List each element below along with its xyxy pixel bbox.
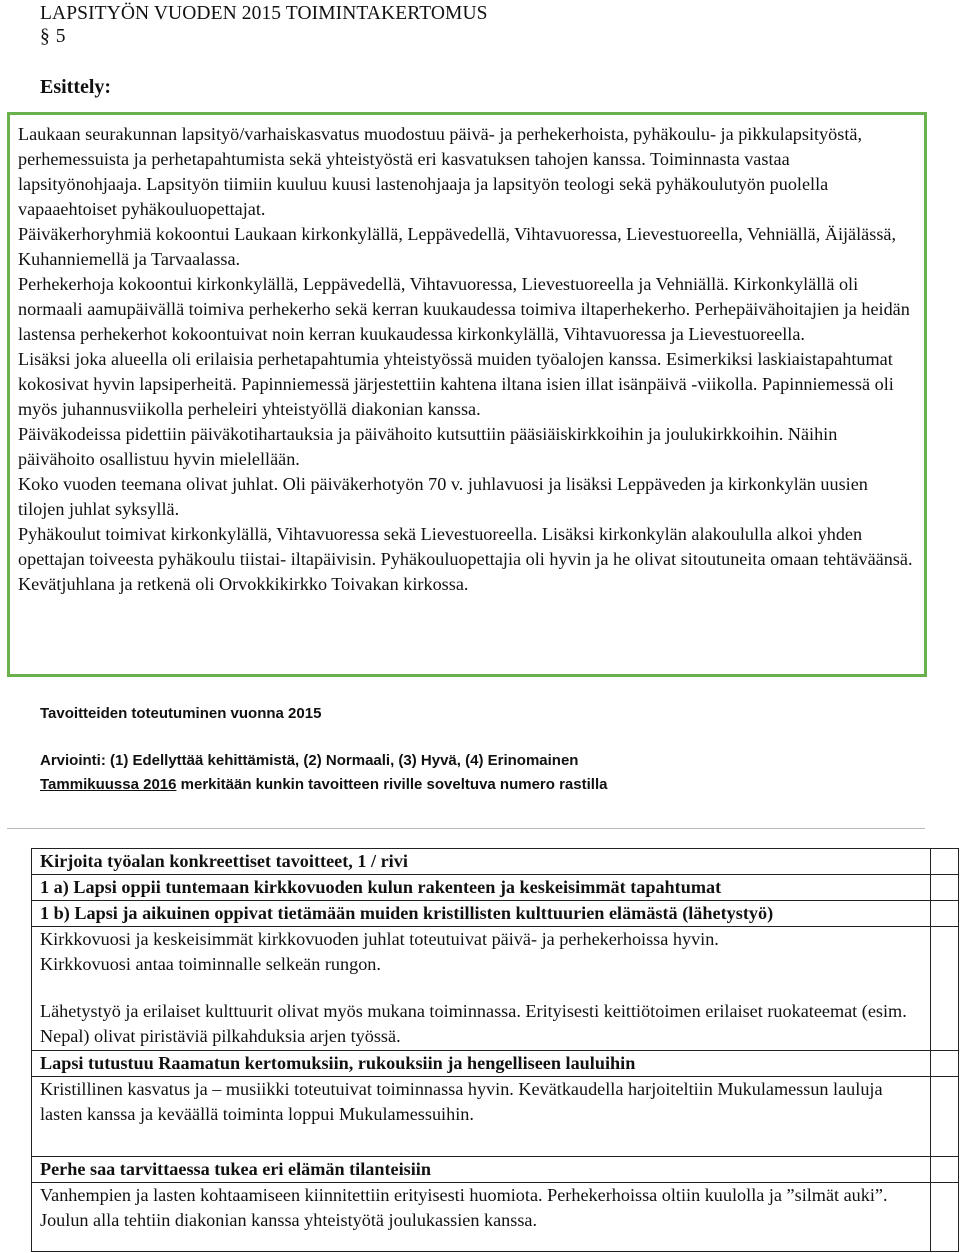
divider — [7, 828, 925, 829]
document-title: LAPSITYÖN VUODEN 2015 TOIMINTAKERTOMUS — [40, 3, 488, 24]
report-text: Vanhempien ja lasten kohtaamiseen kiinnitettiin erityisesti huomiota. Perhekerhoissa oltiin kuulolla ja ”silmät auki”. Joulun alla tehtiin diakonian kanssa yhteistyötä joulukassien kanssa. — [40, 1185, 888, 1230]
report-text: Kirkkovuosi ja keskeisimmät kirkkovuoden juhlat toteutuivat päivä- ja perhekerhoissa hyvin. — [40, 929, 719, 949]
intro-paragraph: Pyhäkoulut toimivat kirkonkylällä, Vihtavuoressa sekä Lievestuoreella. Lisäksi kirkonkylän alakoululla alkoi yhden opettajan toiveesta pyhäkoulu tiistai- iltapäivisin. Pyhäkouluopettajia oli hyvin ja he olivat sitoutuneita omaan tehtäväänsä. Kevätjuhlana ja retkenä oli Orvokkikirkko Toivakan kirkossa. — [18, 524, 913, 594]
table-row — [32, 849, 959, 875]
intro-heading: Esittely: — [40, 76, 112, 98]
report-text: Lähetystyö ja erilaiset kulttuurit olivat myös mukana toiminnassa. Erityisesti keittiötoimen erilaiset ruokateemat (esim. Nepal) olivat piristäviä pilkahduksia arjen työssä. — [40, 1001, 907, 1046]
table-row — [32, 1183, 959, 1252]
goal-1a: 1 a) Lapsi oppii tuntemaan kirkkovuoden kulun rakenteen ja keskeisimmät tapahtumat — [32, 875, 931, 901]
score-cell[interactable] — [931, 927, 959, 1051]
table-row — [32, 927, 959, 1051]
report-text: Kirkkovuosi antaa toiminnalle selkeän rungon. — [40, 954, 381, 974]
table-row — [32, 875, 959, 901]
score-cell[interactable] — [931, 901, 959, 927]
table-row — [32, 1077, 959, 1157]
rating-scale: Arviointi: (1) Edellyttää kehittämistä, (2) Normaali, (3) Hyvä, (4) Erinomainen — [40, 752, 579, 769]
intro-paragraph: Koko vuoden teemana olivat juhlat. Oli päiväkerhotyön 70 v. juhlavuosi ja lisäksi Leppäveden ja kirkonkylän uusien tilojen juhlat syksyllä. — [18, 474, 868, 519]
goal-3-report — [32, 1183, 931, 1252]
intro-paragraph: Perhekerhoja kokoontui kirkonkylällä, Leppävedellä, Vihtavuoressa, Lievestuoreella ja Vehniällä. Kirkonkylällä oli normaali aamupäivällä toimiva perhekerho sekä kerran kuukaudessa toimiva iltaperhekerho. Perhepäivähoitajien ja heidän lastensa perhekerhot kokoontuivat noin kerran kuukaudessa kirkonkylällä, Vihtavuoressa ja Lievestuoreella. — [18, 274, 910, 344]
goal-2-report — [32, 1077, 931, 1157]
score-cell[interactable] — [931, 1051, 959, 1077]
intro-paragraph: Päiväkerhoryhmiä kokoontui Laukaan kirkonkylällä, Leppävedellä, Vihtavuoressa, Lievestuoreella, Vehniällä, Äijälässä, Kuhanniemellä ja Tarvaalassa. — [18, 224, 897, 269]
intro-paragraph: Päiväkodeissa pidettiin päiväkotihartauksia ja päivähoito kutsuttiin pääsiäiskirkkoihin ja joulukirkkoihin. Näihin päivähoito osallistuu hyvin mielellään. — [18, 424, 838, 469]
table-row — [32, 1157, 959, 1183]
score-cell[interactable] — [931, 1077, 959, 1157]
rating-instruction — [40, 776, 607, 793]
score-cell[interactable] — [931, 1183, 959, 1252]
intro-text — [18, 122, 913, 597]
score-cell[interactable] — [931, 849, 959, 875]
goal-1b: 1 b) Lapsi ja aikuinen oppivat tietämään muiden kristillisten kulttuurien elämästä (lähetystyö) — [32, 901, 931, 927]
table-row — [32, 1051, 959, 1077]
intro-paragraph: Lisäksi joka alueella oli erilaisia perhetapahtumia yhteistyössä muiden työalojen kanssa. Esimerkiksi laskiaistapahtumat kokosivat hyvin lapsiperheitä. Papinniemessä järjestettiin kahtena iltana isien illat isänpäivä -viikolla. Papinniemessä oli myös juhannusviikolla perheleiri yhteistyöllä diakonian kanssa. — [18, 349, 894, 419]
intro-paragraph: Laukaan seurakunnan lapsityö/varhaiskasvatus muodostuu päivä- ja perhekerhoista, pyhäkoulu- ja pikkulapsityöstä, perhemessuista ja perhetapahtumista sekä yhteistyöstä eri kasvatuksen tahojen kanssa. Toiminnasta vastaa lapsityönohjaaja. Lapsityön tiimiin kuuluu kuusi lastenohjaaja ja lapsityön teologi sekä pyhäkoulutyön puolella vapaaehtoiset pyhäkouluopettajat. — [18, 124, 862, 219]
score-cell[interactable] — [931, 875, 959, 901]
goal-2: Lapsi tutustuu Raamatun kertomuksiin, rukouksiin ja hengelliseen lauluihin — [32, 1051, 931, 1077]
report-text: Kristillinen kasvatus ja – musiikki toteutuivat toiminnassa hyvin. Kevätkaudella harjoiteltiin Mukulamessun lauluja lasten kanssa ja keväällä toiminta loppui Mukulamessuihin. — [40, 1079, 883, 1124]
goal-1-report — [32, 927, 931, 1051]
goals-heading: Tavoitteiden toteutuminen vuonna 2015 — [40, 705, 322, 722]
goals-table — [31, 848, 959, 1252]
instruction-date: Tammikuussa 2016 — [40, 776, 177, 793]
score-cell[interactable] — [931, 1157, 959, 1183]
instruction-text: merkitään kunkin tavoitteen riville soveltuva numero rastilla — [176, 776, 608, 793]
table-header: Kirjoita työalan konkreettiset tavoitteet, 1 / rivi — [32, 849, 931, 875]
section-number-value: 5 — [55, 26, 66, 47]
section-sign: § — [40, 26, 50, 47]
table-row — [32, 901, 959, 927]
goal-3: Perhe saa tarvittaessa tukea eri elämän tilanteisiin — [32, 1157, 931, 1183]
section-number — [40, 26, 66, 48]
